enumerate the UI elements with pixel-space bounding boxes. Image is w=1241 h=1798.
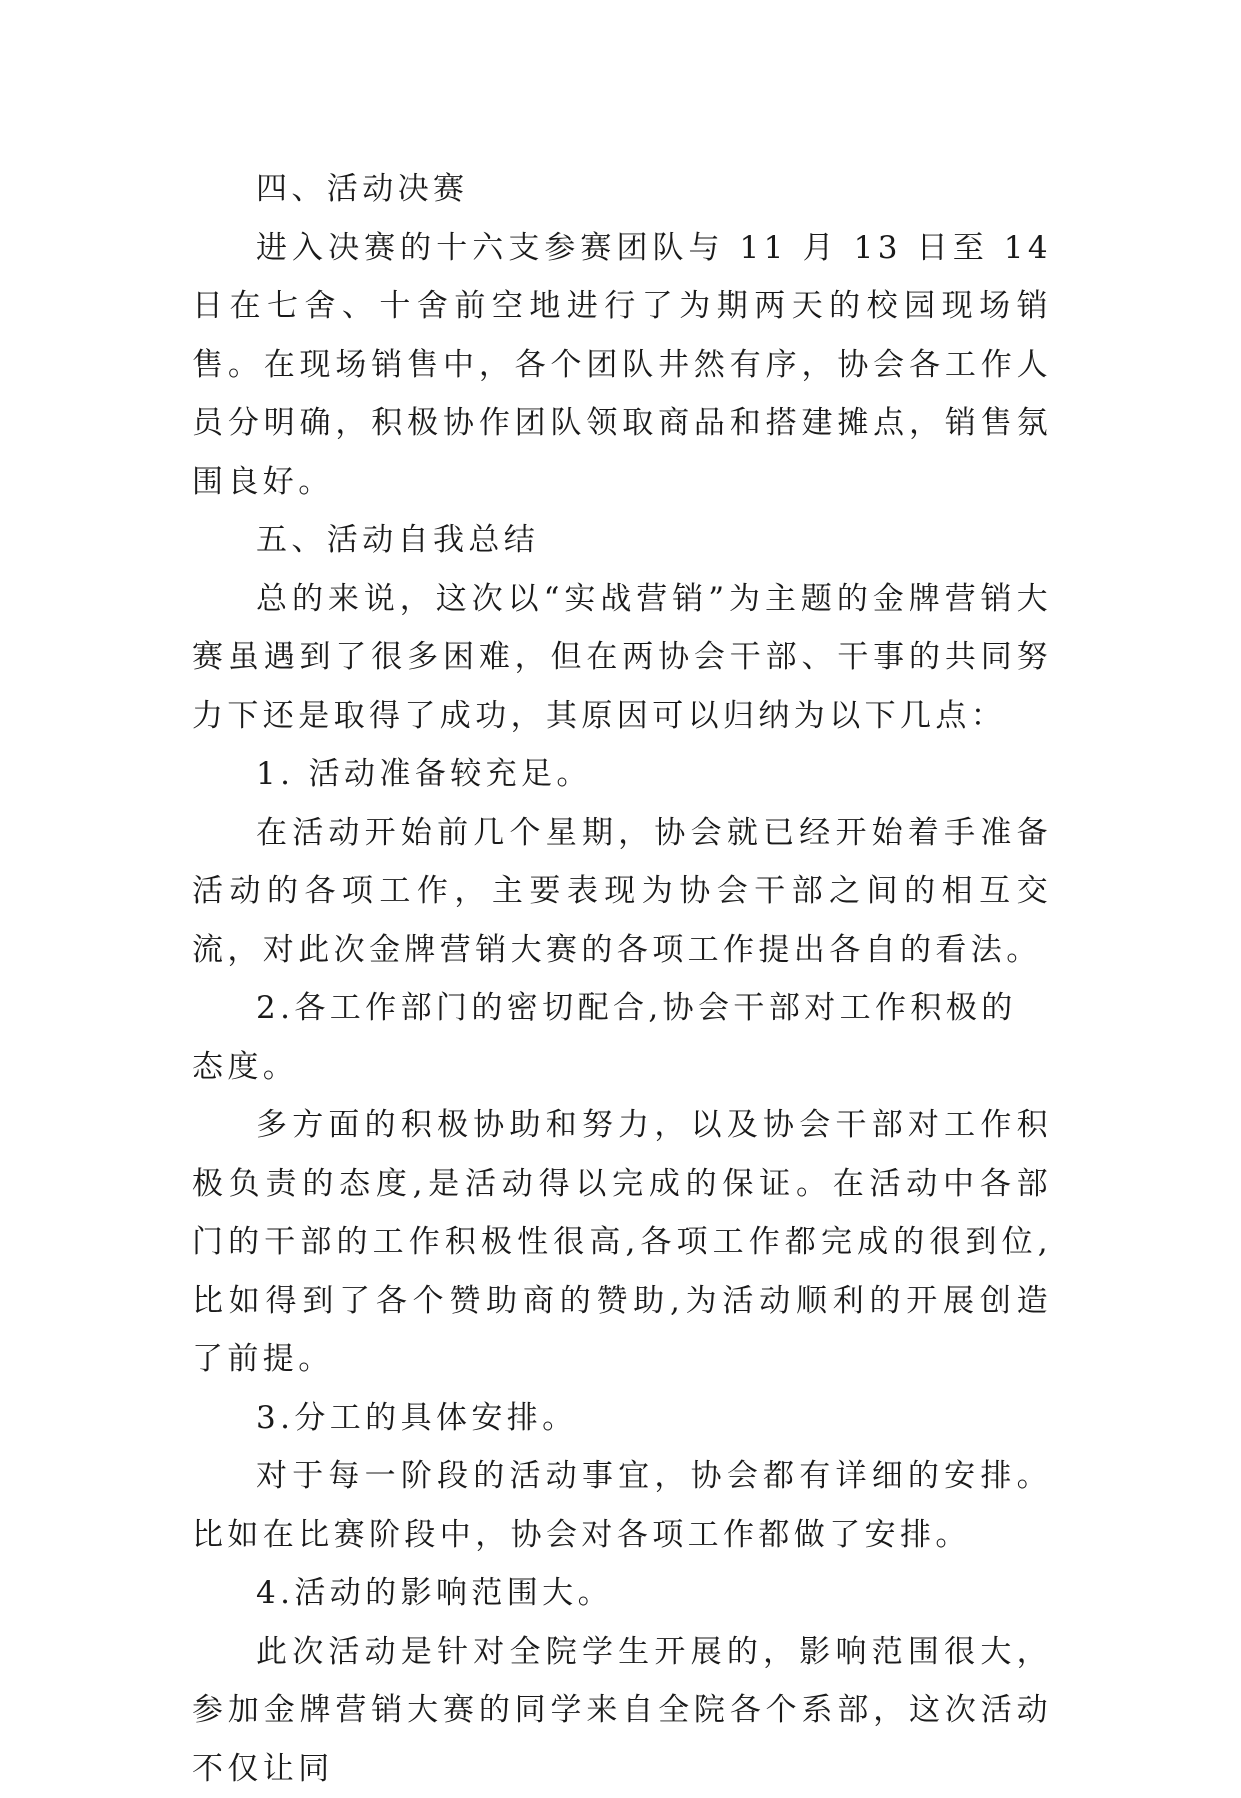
paragraph-point-2: 多方面的积极协助和努力，以及协会干部对工作积极负责的态度,是活动得以完成的保证。在活动中各部门的干部的工作积极性很高,各项工作都完成的很到位,比如得到了各个赞助商的赞助,为活动顺利的开展创造了前提。 bbox=[192, 1096, 1052, 1389]
document-body bbox=[192, 160, 1052, 1798]
paragraph-finals: 进入决赛的十六支参赛团队与 11 月 13 日至 14 日在七舍、十舍前空地进行了为期两天的校园现场销售。在现场销售中，各个团队井然有序，协会各工作人员分明确，积极协作团队领取商品和搭建摊点，销售氛围良好。 bbox=[192, 219, 1052, 512]
paragraph-point-1: 在活动开始前几个星期，协会就已经开始着手准备活动的各项工作，主要表现为协会干部之间的相互交流，对此次金牌营销大赛的各项工作提出各自的看法。 bbox=[192, 804, 1052, 980]
point-heading-4: 4.活动的影响范围大。 bbox=[192, 1564, 1052, 1623]
section-heading-summary: 五、活动自我总结 bbox=[192, 511, 1052, 570]
paragraph-point-3: 对于每一阶段的活动事宜，协会都有详细的安排。比如在比赛阶段中，协会对各项工作都做了安排。 bbox=[192, 1447, 1052, 1564]
paragraph-summary: 总的来说，这次以“实战营销”为主题的金牌营销大赛虽遇到了很多困难，但在两协会干部、干事的共同努力下还是取得了成功，其原因可以归纳为以下几点： bbox=[192, 570, 1052, 746]
point-heading-2: 2.各工作部门的密切配合,协会干部对工作积极的态度。 bbox=[192, 979, 1052, 1096]
point-heading-1: 1. 活动准备较充足。 bbox=[192, 745, 1052, 804]
paragraph-point-4: 此次活动是针对全院学生开展的，影响范围很大，参加金牌营销大赛的同学来自全院各个系部，这次活动不仅让同 bbox=[192, 1623, 1052, 1798]
point-heading-3: 3.分工的具体安排。 bbox=[192, 1389, 1052, 1448]
section-heading-finals: 四、活动决赛 bbox=[192, 160, 1052, 219]
